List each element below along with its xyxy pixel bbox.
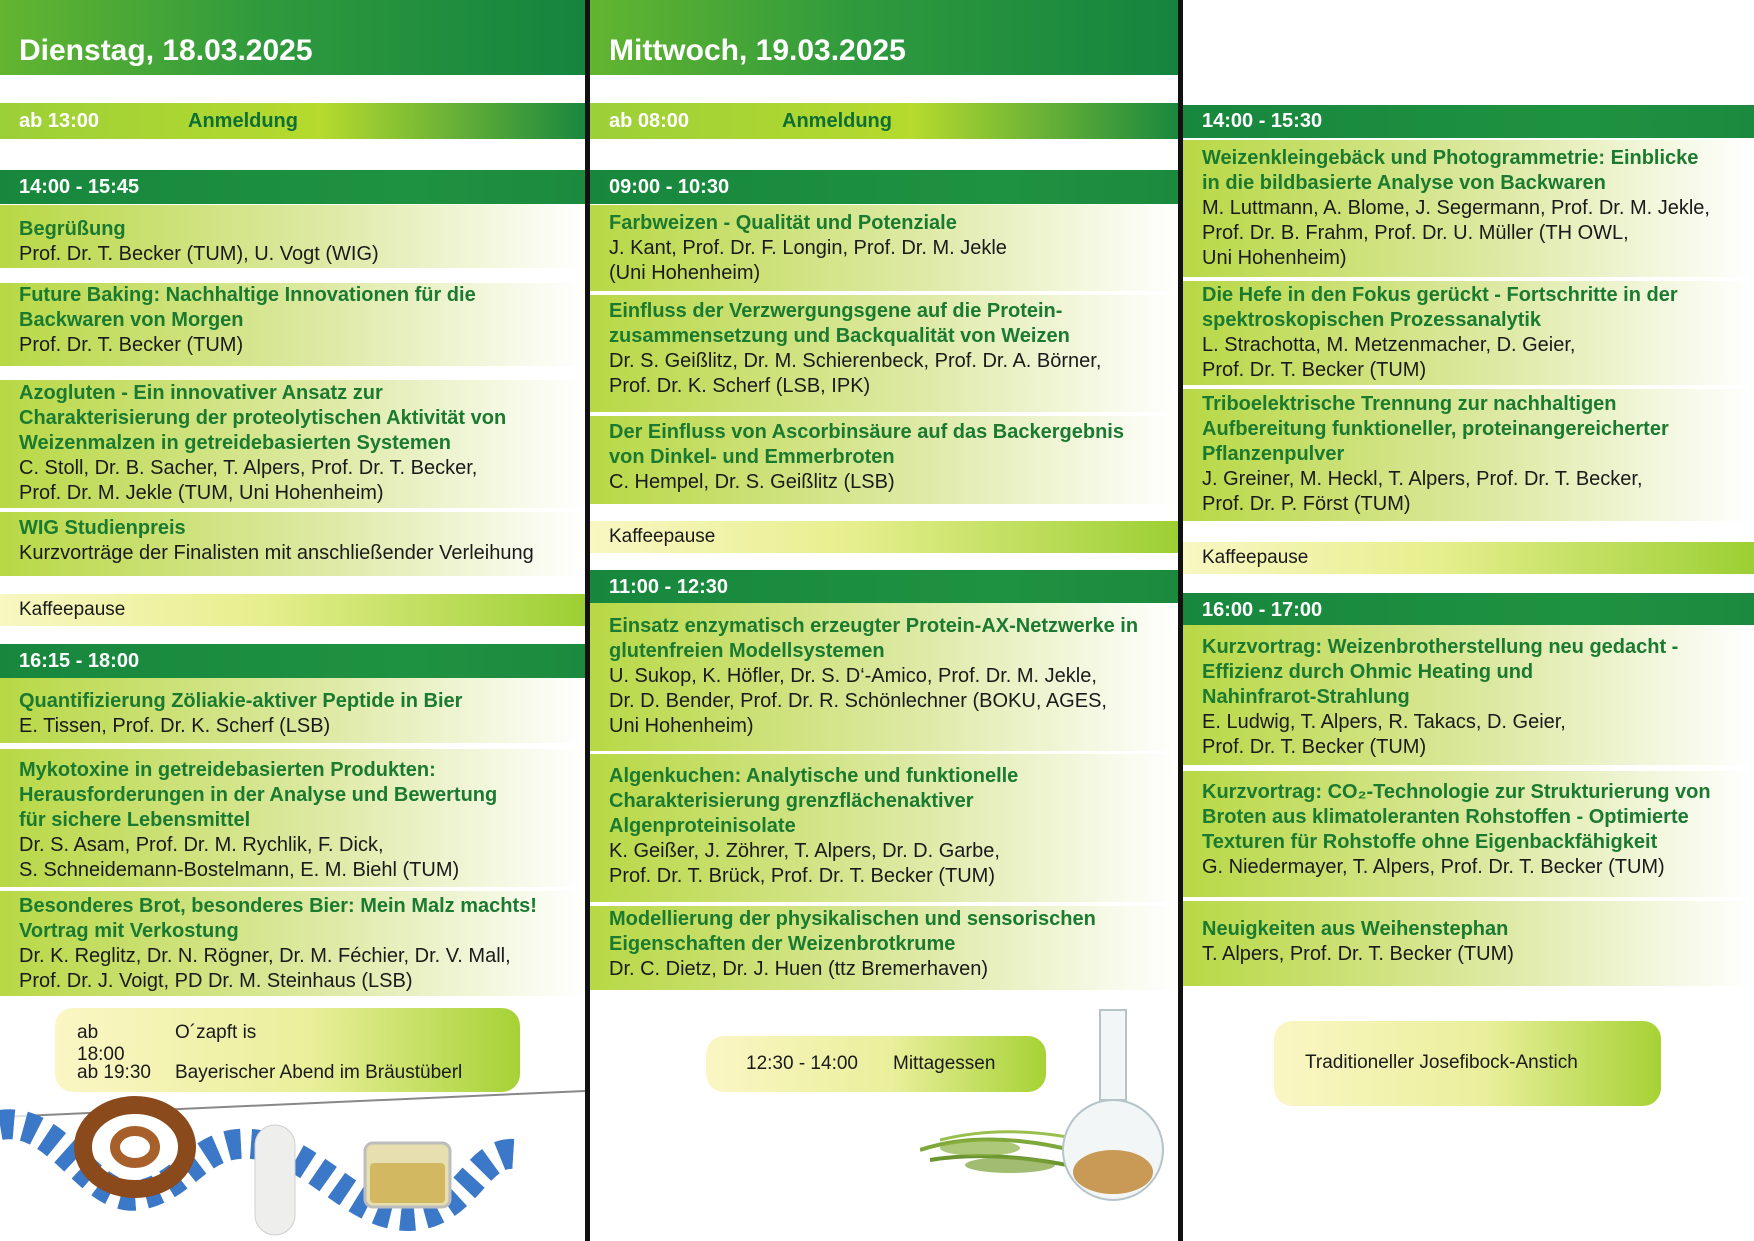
session-authors: Prof. Dr. T. Becker (TUM): [1202, 736, 1427, 758]
session-title: Herausforderungen in der Analyse und Bewertung: [19, 784, 498, 806]
session-item: [590, 906, 1178, 990]
session-authors: Prof. Dr. K. Scherf (LSB, IPK): [609, 375, 871, 397]
session-title: Backwaren von Morgen: [19, 309, 244, 331]
session-authors: Prof. Dr. T. Brück, Prof. Dr. T. Becker (TUM): [609, 865, 995, 887]
session-authors: Prof. Dr. T. Becker (TUM): [19, 334, 244, 356]
session-title: Einsatz enzymatisch erzeugter Protein-AX-Netzwerke in: [609, 615, 1139, 637]
session-item: [0, 678, 585, 743]
session-authors: Prof. Dr. P. Först (TUM): [1202, 493, 1411, 515]
lunch-label: Mittagessen: [893, 1053, 996, 1074]
beer-glass-icon: [365, 1143, 450, 1207]
time-slot: 14:00 - 15:45: [0, 170, 585, 204]
session-authors: J. Greiner, M. Heckl, T. Alpers, Prof. Dr. T. Becker,: [1202, 468, 1643, 490]
closing-event: [1274, 1021, 1661, 1106]
session-title: spektroskopischen Prozessanalytik: [1202, 309, 1542, 331]
column-wednesday: [590, 0, 1178, 1241]
session-item: [0, 380, 585, 508]
session-item: [1183, 140, 1754, 277]
wheat-flask-illustration: [920, 1000, 1178, 1215]
session-title: Weizenmalzen in getreidebasierten Systemen: [19, 432, 452, 454]
session-authors: Prof. Dr. T. Becker (TUM), U. Vogt (WIG): [19, 243, 379, 265]
closing-label: Traditioneller Josefibock-Anstich: [1305, 1052, 1578, 1073]
session-item: [1183, 389, 1754, 521]
registration-label: Anmeldung: [188, 110, 298, 132]
lunch-time: 12:30 - 14:00: [746, 1053, 858, 1074]
time-slot: 16:15 - 18:00: [0, 644, 585, 678]
session-title: glutenfreien Modellsystemen: [609, 640, 885, 662]
session-title: Aufbereitung funktioneller, proteinangereicherter: [1202, 418, 1669, 440]
session-title: Weizenkleingebäck und Photogrammetrie: Einblicke: [1202, 147, 1699, 169]
session-item: [590, 603, 1178, 751]
session-item: [0, 891, 585, 996]
session-title: Pflanzenpulver: [1202, 443, 1345, 465]
session-title: Begrüßung: [19, 218, 126, 240]
column-wednesday-afternoon: [1183, 0, 1754, 1241]
day-title: Mittwoch, 19.03.2025: [590, 0, 1178, 75]
session-title: Triboelektrische Trennung zur nachhaltigen: [1202, 393, 1617, 415]
session-title: Farbweizen - Qualität und Potenziale: [609, 212, 957, 234]
coffee-break: Kaffeepause: [1183, 542, 1754, 574]
registration-time: ab 13:00: [19, 110, 100, 132]
session-title: Effizienz durch Ohmic Heating und: [1202, 661, 1534, 683]
session-authors: Prof. Dr. T. Becker (TUM): [1202, 359, 1427, 381]
evening-label: O´zapft is: [175, 1022, 257, 1043]
session-authors: S. Schneidemann-Bostelmann, E. M. Biehl (TUM): [19, 859, 460, 881]
session-authors: G. Niedermayer, T. Alpers, Prof. Dr. T. Becker (TUM): [1202, 856, 1665, 878]
session-authors: K. Geißer, J. Zöhrer, T. Alpers, Dr. D. Garbe,: [609, 840, 1000, 862]
session-authors: Dr. C. Dietz, Dr. J. Huen (ttz Bremerhaven): [609, 958, 988, 980]
session-title: Broten aus klimatoleranten Rohstoffen - Optimierte: [1202, 806, 1689, 828]
day-title: Dienstag, 18.03.2025: [0, 0, 585, 75]
session-authors: Prof. Dr. J. Voigt, PD Dr. M. Steinhaus (LSB): [19, 970, 413, 992]
session-title: für sichere Lebensmittel: [19, 809, 251, 831]
session-authors: U. Sukop, K. Höfler, Dr. S. D‘-Amico, Prof. Dr. M. Jekle,: [609, 665, 1097, 687]
session-item: [590, 295, 1178, 412]
session-title: Nahinfrarot-Strahlung: [1202, 686, 1410, 708]
session-item: [590, 754, 1178, 902]
session-item: [590, 416, 1178, 504]
session-authors: Dr. D. Bender, Prof. Dr. R. Schönlechner (BOKU, AGES,: [609, 690, 1107, 712]
session-title: Kurzvortrag: CO₂-Technologie zur Strukturierung von: [1202, 781, 1711, 803]
session-title: WIG Studienpreis: [19, 517, 186, 539]
session-title: Einfluss der Verzwergungsgene auf die Protein-: [609, 300, 1063, 322]
session-authors: L. Strachotta, M. Metzenmacher, D. Geier,: [1202, 334, 1576, 356]
session-title: Die Hefe in den Fokus gerückt - Fortschritte in der: [1202, 284, 1678, 306]
session-item: [1183, 625, 1754, 765]
registration-label: Anmeldung: [782, 110, 892, 132]
session-item: [1183, 281, 1754, 385]
session-title: Vortrag mit Verkostung: [19, 920, 239, 942]
session-title: Charakterisierung grenzflächenaktiver: [609, 790, 974, 812]
session-authors: Uni Hohenheim): [1202, 247, 1347, 269]
session-authors: E. Ludwig, T. Alpers, R. Takacs, D. Geier,: [1202, 711, 1566, 733]
white-sausage-icon: [255, 1125, 295, 1235]
flask-icon: [1063, 1010, 1163, 1200]
session-authors: M. Luttmann, A. Blome, J. Segermann, Prof. Dr. M. Jekle,: [1202, 197, 1710, 219]
session-authors: (Uni Hohenheim): [609, 262, 761, 284]
session-title: Charakterisierung der proteolytischen Aktivität von: [19, 407, 507, 429]
session-title: Besonderes Brot, besonderes Bier: Mein Malz machts!: [19, 895, 537, 917]
column-tuesday: [0, 0, 585, 1241]
registration-band: [0, 103, 585, 139]
session-title: Kurzvortrag: Weizenbrotherstellung neu gedacht -: [1202, 636, 1679, 658]
session-authors: Dr. S. Geißlitz, Dr. M. Schierenbeck, Prof. Dr. A. Börner,: [609, 350, 1102, 372]
session-item: [0, 749, 585, 887]
session-authors: Kurzvorträge der Finalisten mit anschließender Verleihung: [19, 542, 534, 564]
session-authors: C. Hempel, Dr. S. Geißlitz (LSB): [609, 471, 895, 493]
session-title: von Dinkel- und Emmerbroten: [609, 446, 895, 468]
session-authors: J. Kant, Prof. Dr. F. Longin, Prof. Dr. M. Jekle: [609, 237, 1007, 259]
session-title: Texturen für Rohstoffe ohne Eigenbackfähigkeit: [1202, 831, 1658, 853]
session-item: [1183, 901, 1754, 986]
session-authors: Prof. Dr. M. Jekle (TUM, Uni Hohenheim): [19, 482, 384, 504]
time-slot: 16:00 - 17:00: [1183, 593, 1754, 627]
session-item: [0, 283, 585, 366]
session-item: [0, 205, 585, 268]
session-title: Eigenschaften der Weizenbrotkrume: [609, 933, 956, 955]
session-authors: Dr. S. Asam, Prof. Dr. M. Rychlik, F. Dick,: [19, 834, 384, 856]
session-title: Modellierung der physikalischen und sensorischen: [609, 908, 1096, 930]
session-title: Der Einfluss von Ascorbinsäure auf das Backergebnis: [609, 421, 1124, 443]
session-authors: T. Alpers, Prof. Dr. T. Becker (TUM): [1202, 943, 1514, 965]
clothesline: [0, 1091, 585, 1117]
session-authors: E. Tissen, Prof. Dr. K. Scherf (LSB): [19, 715, 331, 737]
session-item: [0, 512, 585, 576]
pretzel-icon: [83, 1105, 187, 1189]
session-title: Algenkuchen: Analytische und funktionelle: [609, 765, 1019, 787]
evening-program: [55, 1008, 520, 1092]
evening-label: Bayerischer Abend im Bräustüberl: [175, 1062, 463, 1083]
session-title: zusammensetzung und Backqualität von Weizen: [609, 325, 1070, 347]
evening-time: ab 19:30: [77, 1062, 151, 1083]
session-title: Algenproteinisolate: [609, 815, 796, 837]
session-title: in die bildbasierte Analyse von Backwaren: [1202, 172, 1606, 194]
time-slot: 14:00 - 15:30: [1183, 105, 1754, 138]
session-title: Mykotoxine in getreidebasierten Produkten:: [19, 759, 436, 781]
session-authors: Prof. Dr. B. Frahm, Prof. Dr. U. Müller (TH OWL,: [1202, 222, 1629, 244]
registration-time: ab 08:00: [609, 110, 690, 132]
time-slot: 09:00 - 10:30: [590, 170, 1178, 204]
session-title: Quantifizierung Zöliakie-aktiver Peptide in Bier: [19, 690, 463, 712]
session-title: Neuigkeiten aus Weihenstephan: [1202, 918, 1509, 940]
time-slot: 11:00 - 12:30: [590, 570, 1178, 604]
session-title: Future Baking: Nachhaltige Innovationen für die: [19, 284, 476, 306]
session-item: [590, 205, 1178, 291]
bavarian-illustration: [0, 1085, 585, 1241]
session-authors: Dr. K. Reglitz, Dr. N. Rögner, Dr. M. Féchier, Dr. V. Mall,: [19, 945, 511, 967]
session-authors: C. Stoll, Dr. B. Sacher, T. Alpers, Prof. Dr. T. Becker,: [19, 457, 478, 479]
coffee-break: Kaffeepause: [0, 594, 585, 626]
session-title: Azogluten - Ein innovativer Ansatz zur: [19, 382, 383, 404]
session-item: [1183, 771, 1754, 897]
registration-band: [590, 103, 1178, 139]
evening-time: ab 18:00: [77, 1022, 125, 1065]
session-authors: Uni Hohenheim): [609, 715, 754, 737]
coffee-break: Kaffeepause: [590, 521, 1178, 553]
